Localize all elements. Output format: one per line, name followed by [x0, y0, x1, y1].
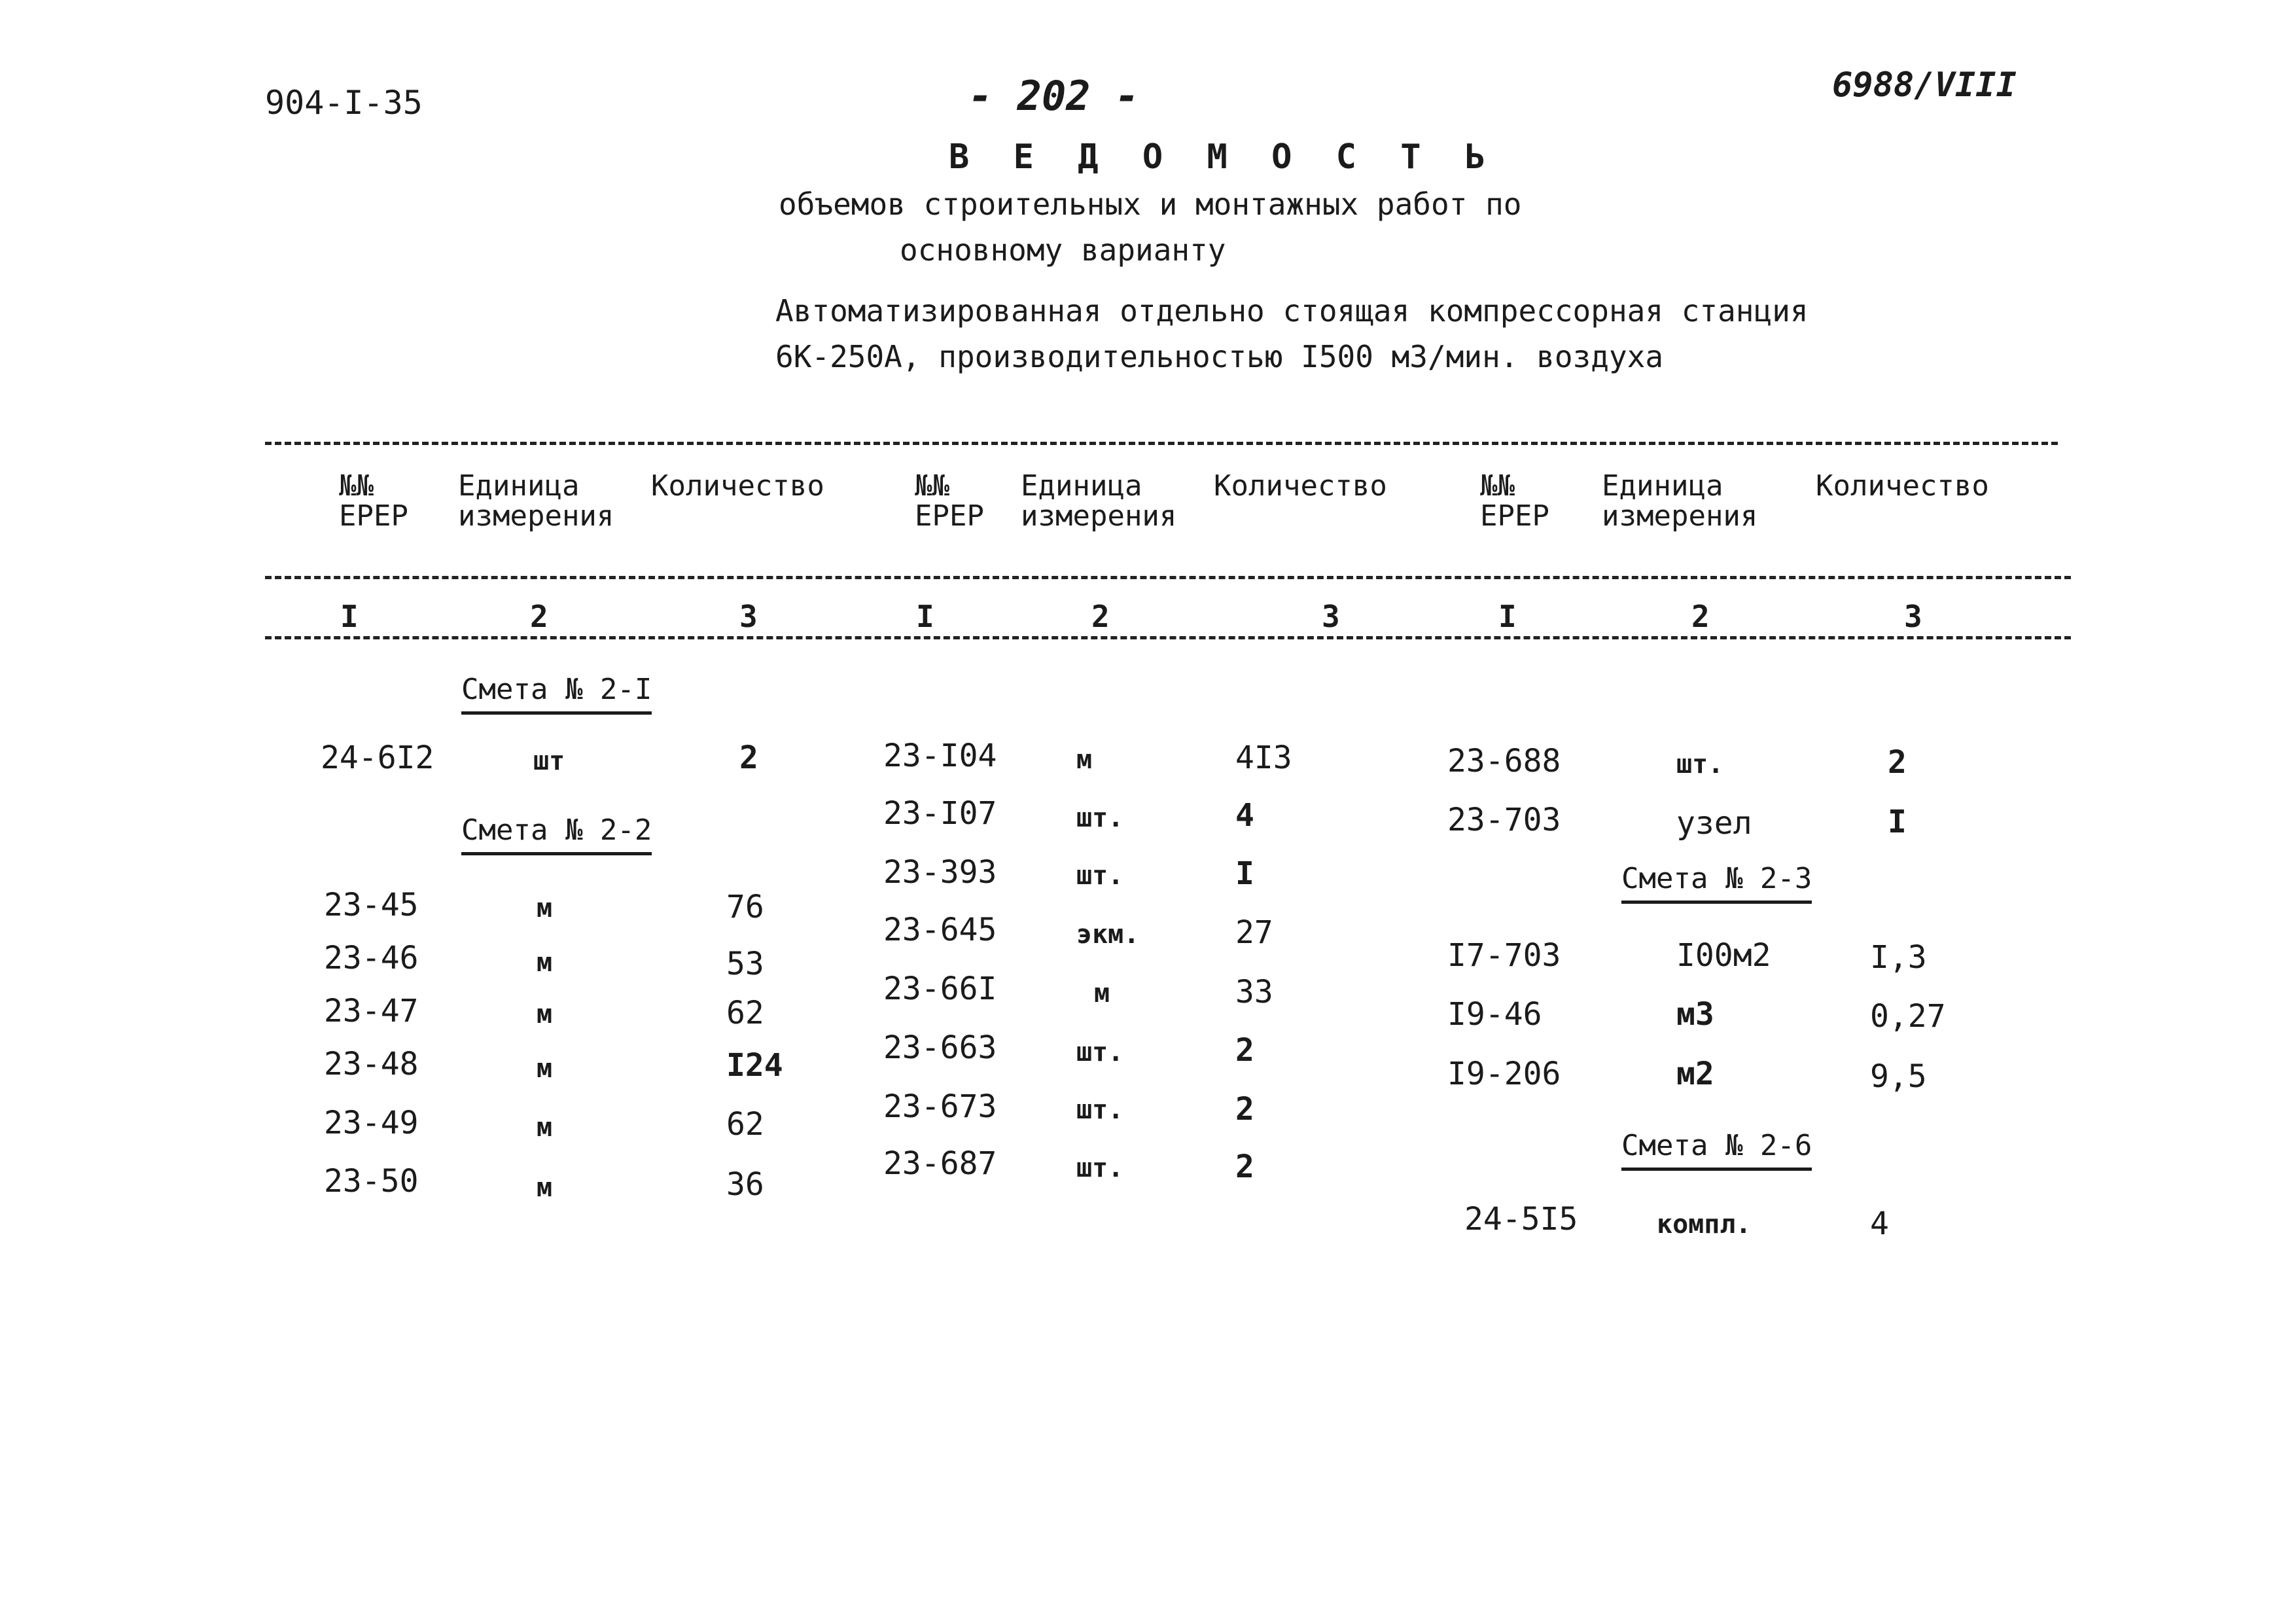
col-number-3a: 3 [739, 599, 758, 634]
row-unit: экм. [1076, 919, 1140, 950]
col-header-qty-1: Количество [651, 469, 824, 503]
row-code: 23-45 [324, 887, 419, 923]
row-code: 23-48 [324, 1046, 419, 1082]
row-unit: шт. [1076, 1037, 1124, 1067]
row-code: 23-46 [324, 940, 419, 976]
row-unit: м3 [1676, 996, 1714, 1033]
col-header-code-1: №№ ЕРЕР [339, 469, 408, 533]
row-qty: 2 [1235, 1091, 1254, 1128]
row-unit: шт [533, 746, 565, 776]
row-unit: м [537, 893, 553, 923]
row-code: I9-46 [1447, 996, 1542, 1033]
object-description-2: 6К-250А, производительностью I500 м3/мин. воздуха [775, 339, 1664, 374]
row-code: 23-688 [1447, 743, 1561, 779]
row-unit: шт. [1076, 1153, 1124, 1183]
row-unit: м [1094, 978, 1110, 1008]
row-code: I7-703 [1447, 937, 1561, 974]
col-header-code-3: №№ ЕРЕР [1480, 469, 1549, 533]
archive-number: 6988/VIII [1832, 65, 2017, 105]
row-qty: 2 [1235, 1149, 1254, 1185]
col-header-unit-2: Единица измерения [1021, 469, 1177, 533]
row-code: 23-I07 [883, 795, 997, 832]
row-unit: м [537, 1113, 553, 1143]
row-qty: I24 [726, 1047, 783, 1084]
title-subline-2: основному варианту [900, 232, 1226, 268]
table-top-rule [265, 442, 2058, 445]
row-code: 23-673 [883, 1088, 997, 1125]
row-qty: 27 [1235, 914, 1273, 951]
row-unit: шт. [1076, 861, 1124, 891]
col-number-3b: 3 [1322, 599, 1340, 634]
col-number-2c: 2 [1691, 599, 1710, 634]
row-code: 24-6I2 [321, 740, 434, 776]
row-unit: м [537, 948, 553, 978]
col-header-code-2: №№ ЕРЕР [915, 469, 984, 533]
col-number-1b: I [916, 599, 934, 634]
row-unit: I00м2 [1676, 937, 1771, 974]
table-number-rule [265, 636, 2071, 639]
col-number-3c: 3 [1904, 599, 1922, 634]
row-unit: м2 [1676, 1056, 1714, 1092]
row-unit: компл. [1657, 1209, 1752, 1240]
row-qty: 4I3 [1235, 740, 1292, 776]
row-code: 23-663 [883, 1029, 997, 1066]
row-code: 23-645 [883, 912, 997, 948]
table-header-rule [265, 576, 2071, 579]
title-subline-1: объемов строительных и монтажных работ по [779, 187, 1522, 222]
row-unit: м [537, 1054, 553, 1084]
row-qty: 53 [726, 946, 764, 982]
row-unit: шт. [1676, 749, 1724, 779]
col-number-2b: 2 [1091, 599, 1110, 634]
col-header-unit-3: Единица измерения [1602, 469, 1758, 533]
col-number-1a: I [340, 599, 359, 634]
row-qty: 2 [739, 740, 758, 776]
row-qty: 62 [726, 1106, 764, 1143]
row-code: 23-687 [883, 1145, 997, 1182]
object-description-1: Автоматизированная отдельно стоящая компрессорная станция [775, 293, 1809, 329]
row-unit: шт. [1076, 1095, 1124, 1125]
col-header-unit-1: Единица измерения [458, 469, 614, 533]
row-qty: 9,5 [1870, 1058, 1927, 1095]
document-code: 904-I-35 [265, 84, 423, 122]
row-qty: 62 [726, 995, 764, 1031]
row-qty: I [1235, 855, 1254, 892]
row-qty: 76 [726, 889, 764, 925]
col-header-qty-2: Количество [1214, 469, 1387, 503]
row-qty: 2 [1888, 744, 1907, 781]
row-code: 23-393 [883, 854, 997, 891]
row-qty: I,3 [1870, 939, 1927, 976]
col-number-1c: I [1498, 599, 1517, 634]
row-code: 23-49 [324, 1105, 419, 1141]
row-code: 23-66I [883, 971, 997, 1007]
row-unit: узел [1676, 805, 1752, 842]
row-unit: шт. [1076, 803, 1124, 833]
row-unit: м [1076, 745, 1093, 775]
row-unit: м [537, 999, 553, 1029]
section-heading-2-2: Смета № 2-2 [461, 813, 652, 855]
row-qty: 33 [1235, 974, 1273, 1010]
page-number: - 202 - [968, 72, 1140, 120]
section-heading-2-1: Смета № 2-I [461, 673, 652, 715]
col-header-qty-3: Количество [1816, 469, 1989, 503]
row-qty: 2 [1235, 1032, 1254, 1069]
row-qty: 36 [726, 1166, 764, 1203]
row-code: 24-5I5 [1464, 1201, 1578, 1238]
row-code: 23-I04 [883, 738, 997, 774]
row-qty: 4 [1870, 1205, 1889, 1242]
row-code: I9-206 [1447, 1056, 1561, 1092]
row-qty: I [1888, 804, 1907, 840]
section-heading-2-3: Смета № 2-3 [1621, 862, 1812, 904]
row-qty: 4 [1235, 797, 1254, 834]
col-number-2a: 2 [530, 599, 548, 634]
row-code: 23-50 [324, 1163, 419, 1200]
row-qty: 0,27 [1870, 998, 1946, 1035]
row-code: 23-703 [1447, 802, 1561, 838]
section-heading-2-6: Смета № 2-6 [1621, 1129, 1812, 1171]
row-code: 23-47 [324, 993, 419, 1029]
document-title: В Е Д О М О С Т Ь [949, 137, 1498, 177]
row-unit: м [537, 1173, 553, 1203]
